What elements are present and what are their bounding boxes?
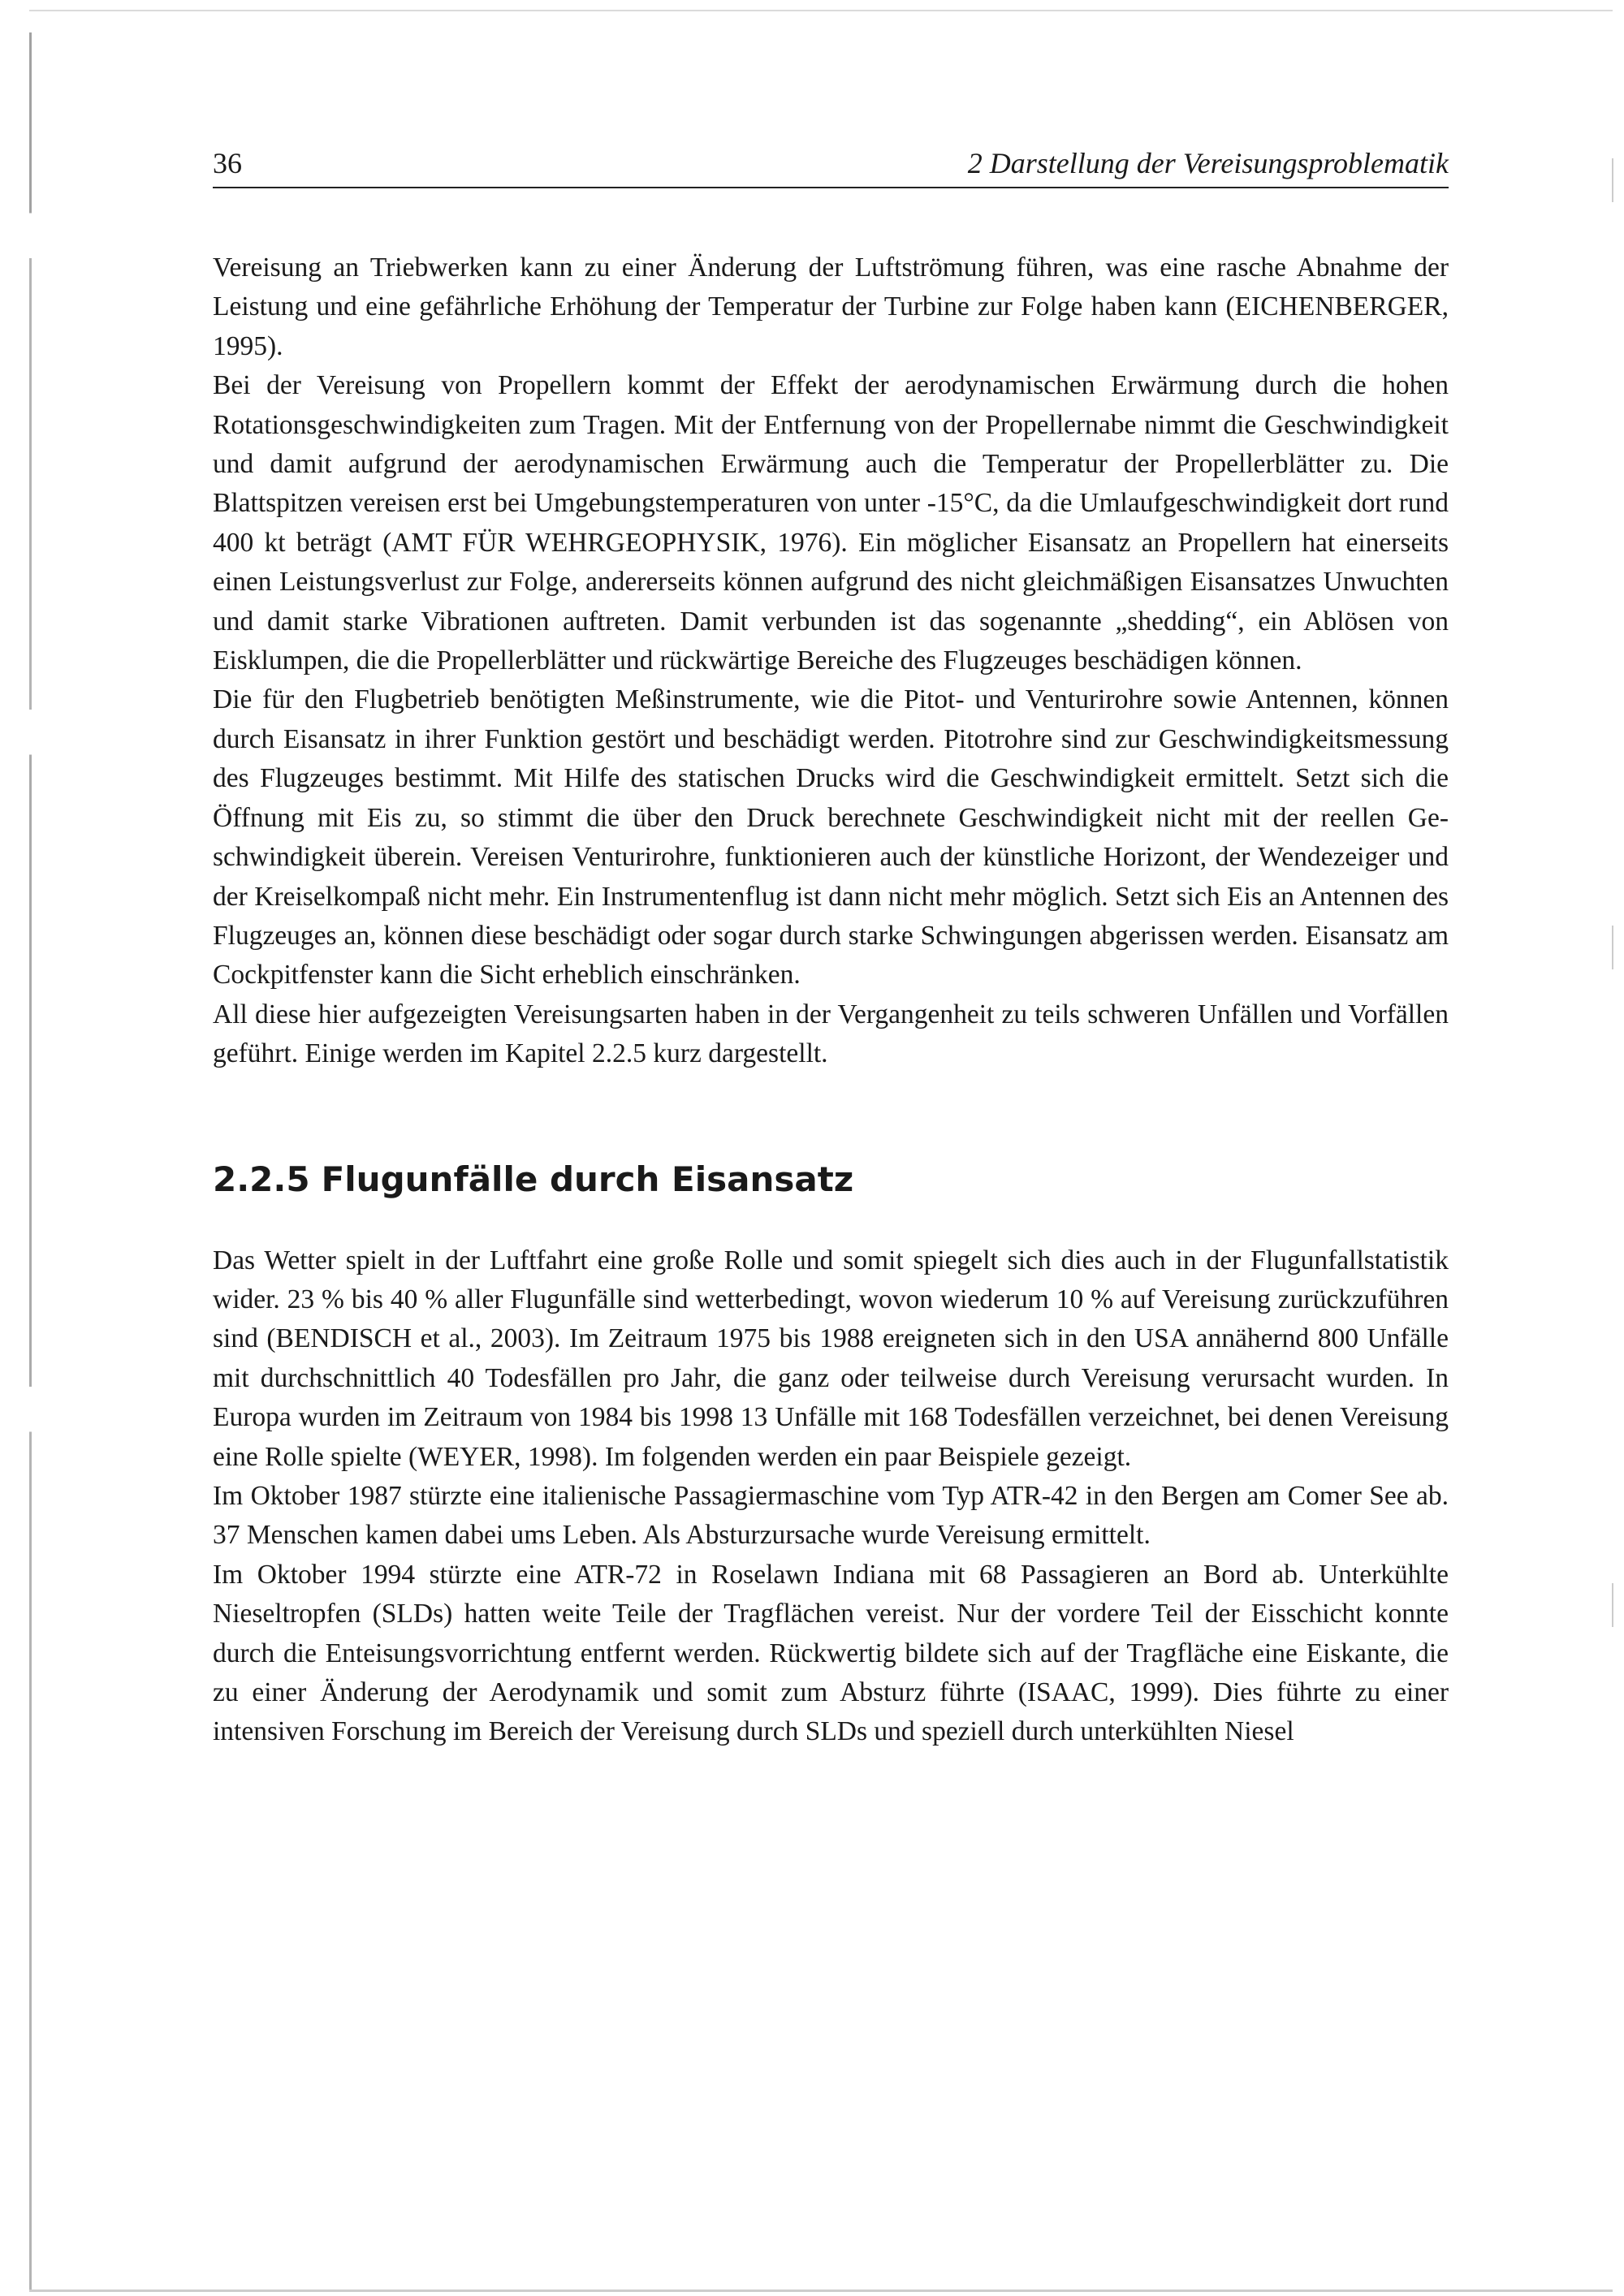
paragraph-propeller-icing: Bei der Vereisung von Propellern kommt der Effekt der aerodynamischen Erwärmung durch die hohen Rotationsgeschwindigkeiten zum Tragen. Mit der Entfernung von der Propellernabe nimmt die Geschwindigkeit und damit aufgrund der aerodynamischen Erwärmung auch die Temperatur der Propellerblätter zu. Die Blattspitzen vereisen erst bei Umgebungstemperaturen von unter -15°C, da die Umlaufgeschwindigkeit dort rund 400 kt beträgt (AMT FÜR WEHRGEOPHYSIK, 1976). Ein möglicher Eisansatz an Propellern hat einerseits einen Leistungsverlust zur Folge, andererseits können aufgrund des nicht gleichmäßigen Eisansatzes Unwuchten und damit starke Vibrationen auftreten. Damit verbunden ist das sogenannte „shedding“, ein Ablösen von Eisklumpen, die die Propellerblätter und rückwärtige Bereiche des Flugzeuges beschädigen können. (213, 370, 1449, 676)
running-title: 2 Darstellung der Vereisungsproblematik (967, 147, 1449, 179)
paragraph-icing-summary: All diese hier aufgezeigten Vereisungsarten haben in der Vergangenheit zu teils schweren Unfällen und Vorfällen geführt. Einige werden im Kapitel 2.2.5 kurz dargestellt. (213, 999, 1449, 1069)
section-number: 2.2.5 (213, 1159, 310, 1199)
page-header (213, 145, 1449, 188)
scan-edge-right (1612, 49, 1613, 2241)
page-body (213, 248, 1449, 1752)
paragraph-accident-statistics: Das Wetter spielt in der Luftfahrt eine große Rolle und somit spiegelt sich dies auch in der Flugunfallstatistik wider. 23 % bis 40 % aller Flugunfälle sind wetterbedingt, wovon wiederum 10 % auf Vereisung zurückzuführen sind (BENDISCH et al., 2003). Im Zeitraum 1975 bis 1988 ereigneten sich in den USA annähernd 800 Unfälle mit durchschnittlich 40 Todesfällen pro Jahr, die ganz oder teilweise durch Vereisung verursacht wurden. In Europa wurden im Zeitraum von 1984 bis 1998 13 Unfälle mit 168 Todesfällen verzeichnet, bei denen Vereisung eine Rolle spielte (WEYER, 1998). Im folgenden werden ein paar Beispiele gezeigt. (213, 1245, 1449, 1472)
scan-edge-left (29, 32, 32, 2290)
page-number: 36 (213, 147, 242, 179)
section-heading (213, 1157, 1449, 1202)
paragraph-instrument-icing: Die für den Flugbetrieb benötigten Meßinstrumente, wie die Pitot- und Venturirohre sowie Antennen, können durch Eisansatz in ihrer Funktion gestört und beschädigt werden. Pitotrohre sind zur Geschwindigkeitsmessung des Flugzeuges bestimmt. Mit Hilfe des statischen Drucks wird die Geschwindigkeit ermittelt. Setzt sich die Öffnung mit Eis zu, so stimmt die über den Druck berechnete Geschwindigkeit nicht mit der reellen Geschwindigkeit überein. Vereisen Venturirohre, funktionieren auch der künstliche Horizont, der Wendezeiger und der Kreiselkompaß nicht mehr. Ein Instrumentenflug ist dann nicht mehr möglich. Setzt sich Eis an Antennen des Flugzeuges an, können diese beschädigt oder sogar durch starke Schwingungen abgerissen werden. Eisansatz am Cockpitfenster kann die Sicht erheblich einschränken. (213, 684, 1449, 990)
section-title: Flugunfälle durch Eisansatz (321, 1159, 854, 1199)
scan-edge-bottom (29, 2290, 1613, 2292)
paragraph-engine-icing: Vereisung an Triebwerken kann zu einer Änderung der Luftströmung führen, was eine rasche Abnahme der Leistung und eine gefährliche Erhöhung der Temperatur der Turbine zur Folge haben kann (EICHENBERGER, 1995). (213, 252, 1449, 361)
paragraph-atr42-accident: Im Oktober 1987 stürzte eine italienische Passagiermaschine vom Typ ATR-42 in den Bergen am Comer See ab. 37 Menschen kamen dabei ums Leben. Als Absturzursache wurde Vereisung ermittelt. (213, 1480, 1449, 1551)
paragraph-atr72-accident: Im Oktober 1994 stürzte eine ATR-72 in Roselawn Indiana mit 68 Passagieren an Bord ab. Unterkühlte Nieseltropfen (SLDs) hatten weite Teile der Tragflächen vereist. Nur der vordere Teil der Eisschicht konnte durch die Enteisungsvorrichtung entfernt werden. Rückwertig bildete sich auf der Tragfläche eine Eiskante, die zu einer Änderung der Aerodynamik und somit zum Absturz führte (ISAAC, 1999). Dies führte zu einer intensiven Forschung im Bereich der Vereisung durch SLDs und speziell durch unterkühlten Niesel (213, 1559, 1449, 1747)
scan-edge-top (29, 10, 1613, 11)
